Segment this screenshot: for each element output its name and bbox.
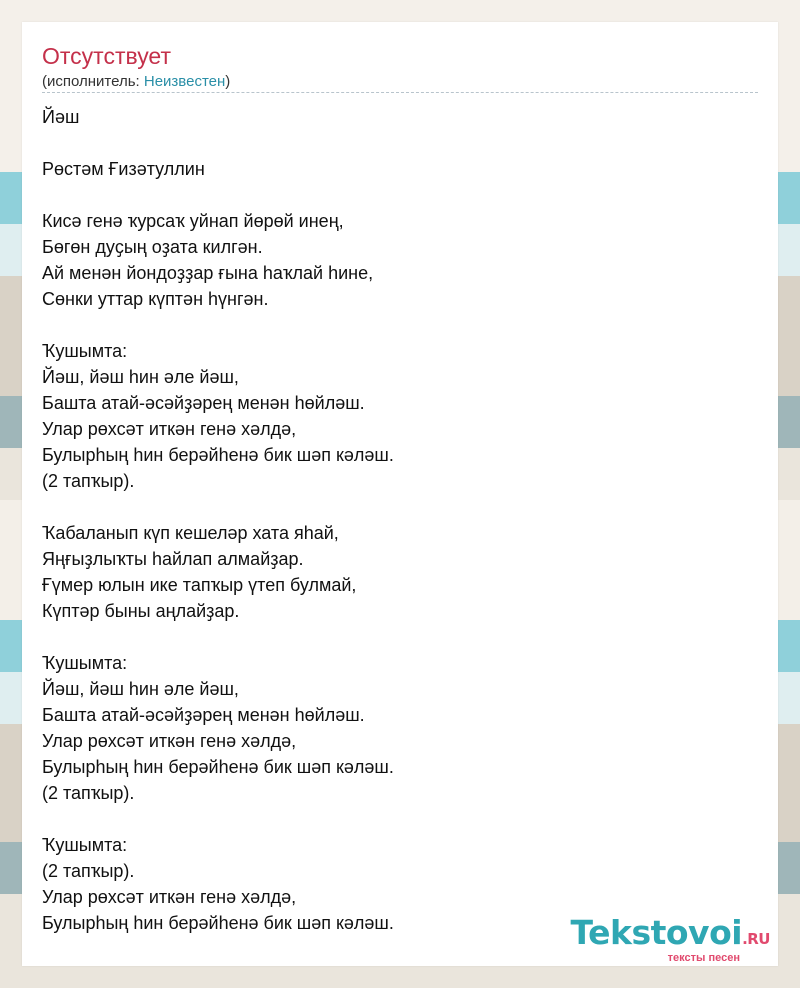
performer-line bbox=[42, 72, 758, 92]
lyric-line: Ай менән йондоҙҙар ғына һаҡлай һине, bbox=[42, 263, 374, 283]
lyric-line: Рөстәм Ғизәтуллин bbox=[42, 159, 205, 179]
site-logo[interactable] bbox=[570, 913, 770, 964]
performer-suffix: ) bbox=[225, 73, 231, 90]
lyric-line: Яңғыҙлыҡты һайлап алмайҙар. bbox=[42, 549, 304, 569]
song-title: Отсутствует bbox=[42, 43, 171, 69]
logo-word: Tekstovoi bbox=[570, 913, 743, 952]
logo-wordmark bbox=[570, 913, 770, 956]
logo-tagline: тексты песен bbox=[667, 952, 740, 964]
lyric-blank-line bbox=[42, 130, 758, 156]
lyric-line: Башта атай-әсәйҙәрең менән һөйләш. bbox=[42, 393, 365, 413]
lyric-line: Башта атай-әсәйҙәрең менән һөйләш. bbox=[42, 705, 365, 725]
performer-link[interactable]: Неизвестен bbox=[143, 73, 226, 90]
logo-tld: .RU bbox=[742, 930, 770, 948]
lyric-blank-line bbox=[42, 806, 758, 832]
lyric-line: (2 тапҡыр). bbox=[42, 861, 135, 881]
header-divider bbox=[42, 92, 758, 93]
lyric-line: (2 тапҡыр). bbox=[42, 471, 135, 491]
performer-prefix: (исполнитель: bbox=[42, 73, 144, 90]
lyric-line: Күптәр быны аңлайҙар. bbox=[42, 601, 240, 621]
lyric-blank-line bbox=[42, 182, 758, 208]
lyric-line: Булырһың һин берәйһенә бик шәп кәләш. bbox=[42, 757, 394, 777]
song-header bbox=[42, 42, 758, 92]
lyric-line: Йәш, йәш һин әле йәш, bbox=[42, 367, 239, 387]
lyric-blank-line bbox=[42, 624, 758, 650]
lyric-blank-line bbox=[42, 494, 758, 520]
lyric-line: Улар рөхсәт иткән генә хәлдә, bbox=[42, 731, 297, 751]
lyric-line: Ҡушымта: bbox=[42, 835, 128, 855]
lyric-line: Булырһың һин берәйһенә бик шәп кәләш. bbox=[42, 913, 394, 933]
lyric-line: Ҡушымта: bbox=[42, 341, 128, 361]
lyric-line: Ҡабаланып күп кешеләр хата яһай, bbox=[42, 523, 339, 543]
lyrics-card bbox=[22, 22, 778, 966]
lyric-line: Йәш, йәш һин әле йәш, bbox=[42, 679, 239, 699]
lyric-blank-line bbox=[42, 312, 758, 338]
lyric-line: Ҡушымта: bbox=[42, 653, 128, 673]
lyrics-text bbox=[42, 104, 758, 936]
lyric-line: Кисә генә ҡурсаҡ уйнап йөрөй инең, bbox=[42, 211, 344, 231]
lyric-line: Ғүмер юлын ике тапҡыр үтеп булмай, bbox=[42, 575, 357, 595]
lyric-line: Бөгөн дуҫың оҙата килгән. bbox=[42, 237, 263, 257]
lyric-line: Сөнки уттар күптән һүнгән. bbox=[42, 289, 269, 309]
lyric-line: Улар рөхсәт иткән генә хәлдә, bbox=[42, 419, 297, 439]
lyric-line: Улар рөхсәт иткән генә хәлдә, bbox=[42, 887, 297, 907]
lyric-line: Йәш bbox=[42, 107, 80, 127]
lyric-line: Булырһың һин берәйһенә бик шәп кәләш. bbox=[42, 445, 394, 465]
lyric-line: (2 тапҡыр). bbox=[42, 783, 135, 803]
